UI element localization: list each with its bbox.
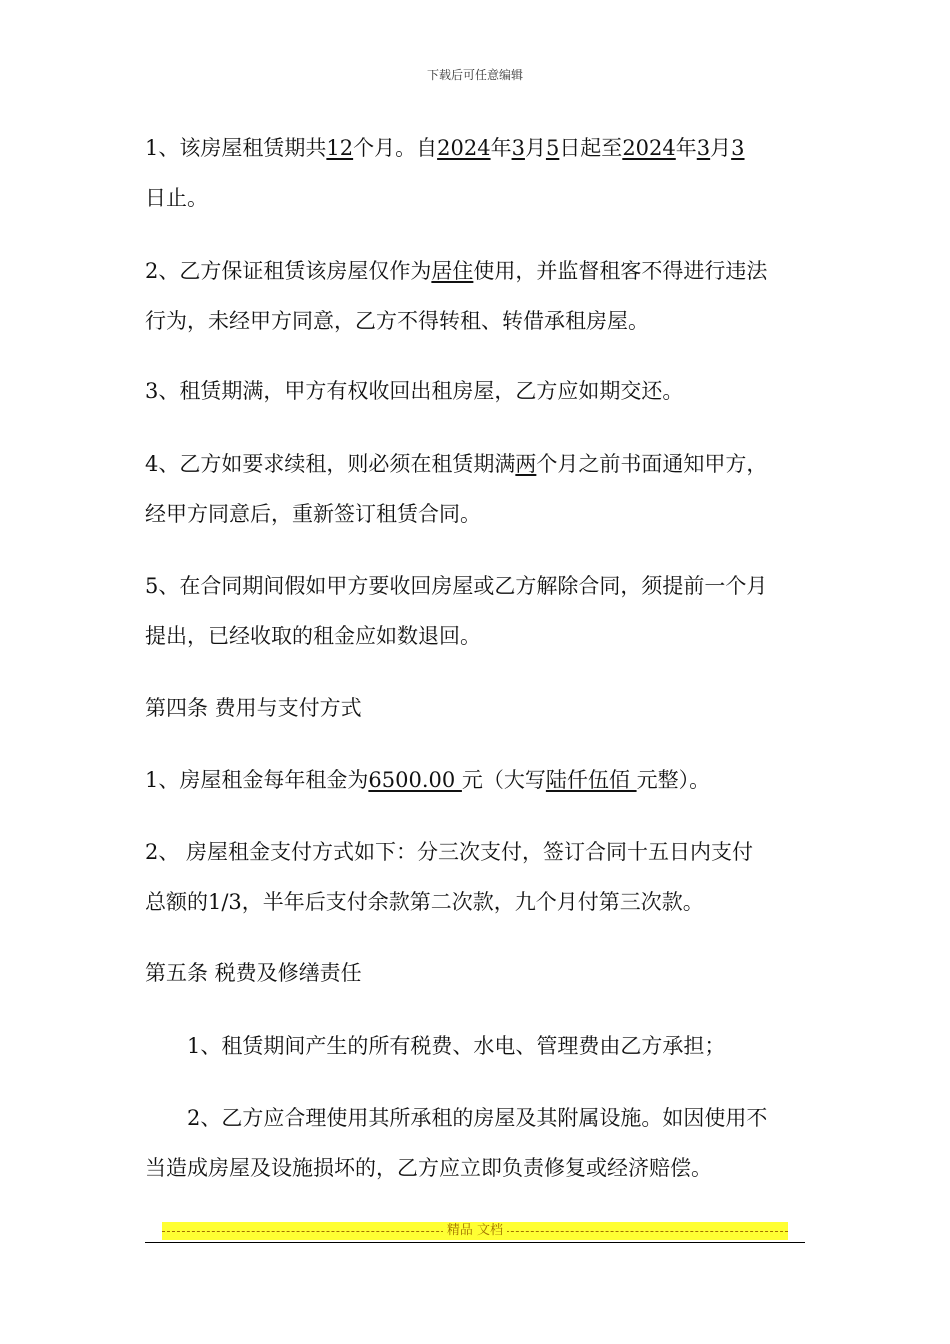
clause-renewal-line1: 4、乙方如要求续租，则必须在租赁期满两个月之前书面通知甲方， [145, 452, 768, 476]
clause-payment-line2: 总额的1/3，半年后支付余款第二次款，九个月付第三次款。 [145, 890, 704, 914]
page-header: 下载后可任意编辑 [426, 68, 523, 82]
end-day: 3 [731, 136, 745, 160]
clause-use-line2: 行为，未经甲方同意，乙方不得转租、转借承租房屋。 [145, 309, 649, 333]
rent-amount-field: 6500.00 [368, 768, 462, 792]
clause-expiry: 3、租赁期满，甲方有权收回出租房屋，乙方应如期交还。 [145, 379, 684, 403]
start-month: 3 [511, 136, 525, 160]
end-month: 3 [696, 136, 711, 160]
clause-termination-line2: 提出，已经收取的租金应如数退回。 [145, 624, 481, 648]
clause-termination-line1: 5、在合同期间假如甲方要收回房屋或乙方解除合同，须提前一个月 [145, 574, 768, 598]
footer-rule [145, 1242, 805, 1243]
footer-label: 精品 文档 [443, 1223, 507, 1238]
use-field: 居住 [431, 259, 474, 283]
clause-repair-line2: 当造成房屋及设施损坏的，乙方应立即负责修复或经济赔偿。 [145, 1156, 712, 1180]
footer-banner [162, 1222, 788, 1240]
clause-payment-line1: 2、 房屋租金支付方式如下：分三次支付，签订合同十五日内支付 [145, 840, 754, 864]
article-4-title: 第四条 费用与支付方式 [145, 696, 362, 720]
notice-months-field: 两 [515, 452, 537, 476]
rent-amount-words-field: 陆仟伍佰 [545, 768, 637, 792]
article-5-title: 第五条 税费及修缮责任 [145, 961, 362, 985]
start-year: 2024 [437, 136, 491, 160]
clause-renewal-line2: 经甲方同意后，重新签订租赁合同。 [145, 502, 481, 526]
clause-use-line1: 2、乙方保证租赁该房屋仅作为居住使用，并监督租客不得进行违法 [145, 259, 768, 283]
end-year: 2024 [622, 136, 676, 160]
clause-term-line1: 1、该房屋租赁期共12个月。自2024年3月5日起至2024年3月3 [145, 136, 745, 160]
clause-rent-amount: 1、房屋租金每年租金为6500.00 元（大写陆仟伍佰 元整）。 [145, 768, 711, 792]
start-day: 5 [545, 136, 560, 160]
months-field: 12 [326, 136, 354, 160]
clause-term-line2: 日止。 [145, 186, 208, 210]
clause-fees: 1、租赁期间产生的所有税费、水电、管理费由乙方承担； [187, 1034, 726, 1058]
clause-repair-line1: 2、乙方应合理使用其所承租的房屋及其附属设施。如因使用不 [187, 1106, 768, 1130]
